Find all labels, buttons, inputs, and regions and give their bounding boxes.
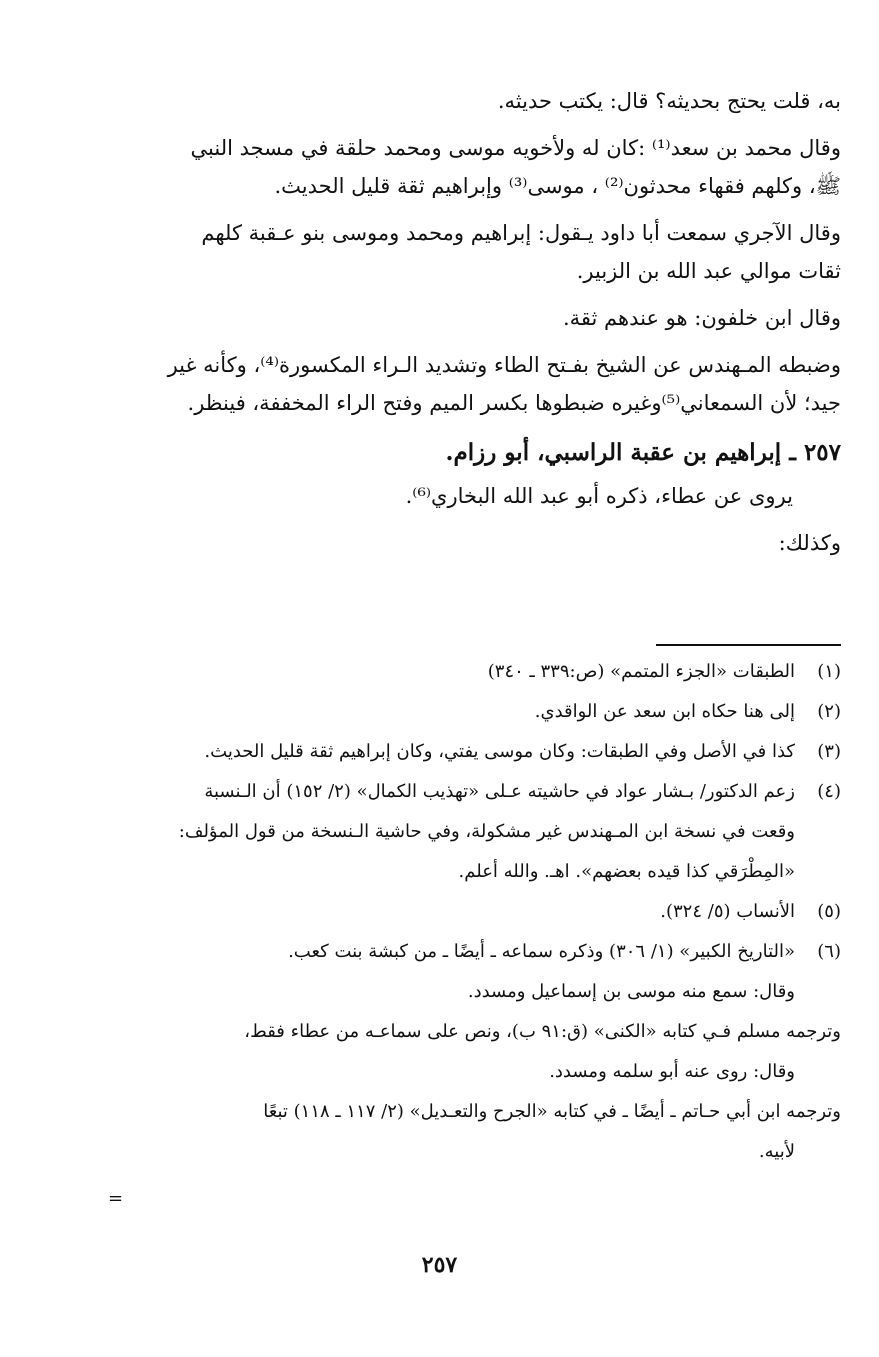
paragraph-4 [131, 299, 841, 337]
text-line: وضبطه المـهندس عن الشيخ بفـتح الطاء وتشديد الـراء المكسورة⁽⁴⁾، وكأنه غير [167, 353, 841, 377]
footnote-1 [131, 652, 841, 692]
main-text [131, 82, 841, 571]
text-line: به، قلت يحتج بحديثه؟ قال: يكتب حديثه. [497, 89, 841, 113]
footnote-line: الأنساب (٥/ ٣٢٤). [660, 901, 795, 922]
text-line: ﷺ، وكلهم فقهاء محدثون⁽²⁾ ، موسى⁽³⁾ وإبراهيم ثقة قليل الحديث. [274, 174, 841, 198]
text-line: جيد؛ لأن السمعاني⁽⁵⁾وغيره ضبطوها بكسر الميم وفتح الراء المخففة، فينظر. [187, 391, 841, 415]
text-line: وكذلك: [778, 531, 841, 555]
footnote-number: (٤) [817, 781, 841, 802]
text-line: وقال الآجري سمعت أبا داود يـقول: إبراهيم ومحمد وموسى بنو عـقبة كلهم [201, 221, 841, 245]
footnote-6 [131, 932, 841, 972]
text-line: وقال ابن خلفون: هو عندهم ثقة. [562, 306, 841, 330]
footnote-line: لأبيه. [758, 1141, 795, 1162]
paragraph-6 [131, 477, 841, 515]
footnote-line: وترجمه ابن أبي حـاتم ـ أيضًا ـ في كتابه «الجرح والتعـديل» (٢/ ١١٧ ـ ١١٨) تبعًا [263, 1101, 841, 1122]
footnote-number: (٦) [817, 941, 841, 962]
footnote-separator [656, 644, 841, 646]
footnote-number: (٥) [817, 901, 841, 922]
footnote-line: زعم الدكتور/ بـشار عواد في حاشيته عـلى «تهذيب الكمال» (٢/ ١٥٢) أن الـنسبة [204, 781, 795, 802]
paragraph-3 [131, 214, 841, 290]
footnote-5 [131, 892, 841, 932]
footnote-number: (١) [817, 661, 841, 682]
paragraph-2 [131, 129, 841, 205]
text-line: ثقات موالي عبد الله بن الزبير. [576, 259, 841, 283]
paragraph-7 [131, 524, 841, 562]
text-line: يروى عن عطاء، ذكره أبو عبد الله البخاري⁽⁶⁾. [405, 484, 793, 508]
footnote-line: وترجمه مسلم فـي كتابه «الكنى» (ق:٩١ ب)، ونص على سماعـه من عطاء فقط، [244, 1021, 841, 1042]
footnote-2 [131, 692, 841, 732]
footnotes [131, 652, 841, 1172]
entry-heading: ٢٥٧ ـ إبراهيم بن عقبة الراسبي، أبو رزام. [445, 439, 841, 466]
paragraph-5 [131, 346, 841, 422]
paragraph-1 [131, 82, 841, 120]
footnote-line: وقال: سمع منه موسى بن إسماعيل ومسدد. [467, 981, 795, 1002]
footnote-number: (٢) [817, 701, 841, 722]
footnote-line: كذا في الأصل وفي الطبقات: وكان موسى يفتي، وكان إبراهيم ثقة قليل الحديث. [204, 741, 795, 762]
footnote-line: «المِطْرَقي كذا قيده بعضهم». اهـ. والله أعلم. [458, 861, 795, 882]
footnote-line: الطبقات «الجزء المتمم» (ص:٣٣٩ ـ ٣٤٠) [487, 661, 795, 682]
page-number: ٢٥٧ [421, 1252, 458, 1278]
continuation-mark: = [108, 1188, 124, 1209]
footnote-line: وقعت في نسخة ابن المـهندس غير مشكولة، وفي حاشية الـنسخة من قول المؤلف: [178, 821, 795, 842]
footnote-3 [131, 732, 841, 772]
footnote-number: (٣) [817, 741, 841, 762]
footnote-line: إلى هنا حكاه ابن سعد عن الواقدي. [534, 701, 795, 722]
footnote-line: «التاريخ الكبير» (١/ ٣٠٦) وذكره سماعه ـ أيضًا ـ من كبشة بنت كعب. [288, 941, 795, 962]
text-line: وقال محمد بن سعد⁽¹⁾ :كان له ولأخويه موسى ومحمد حلقة في مسجد النبي [190, 136, 841, 160]
footnote-line: وقال: روى عنه أبو سلمه ومسدد. [549, 1061, 795, 1082]
footnote-4 [131, 772, 841, 812]
